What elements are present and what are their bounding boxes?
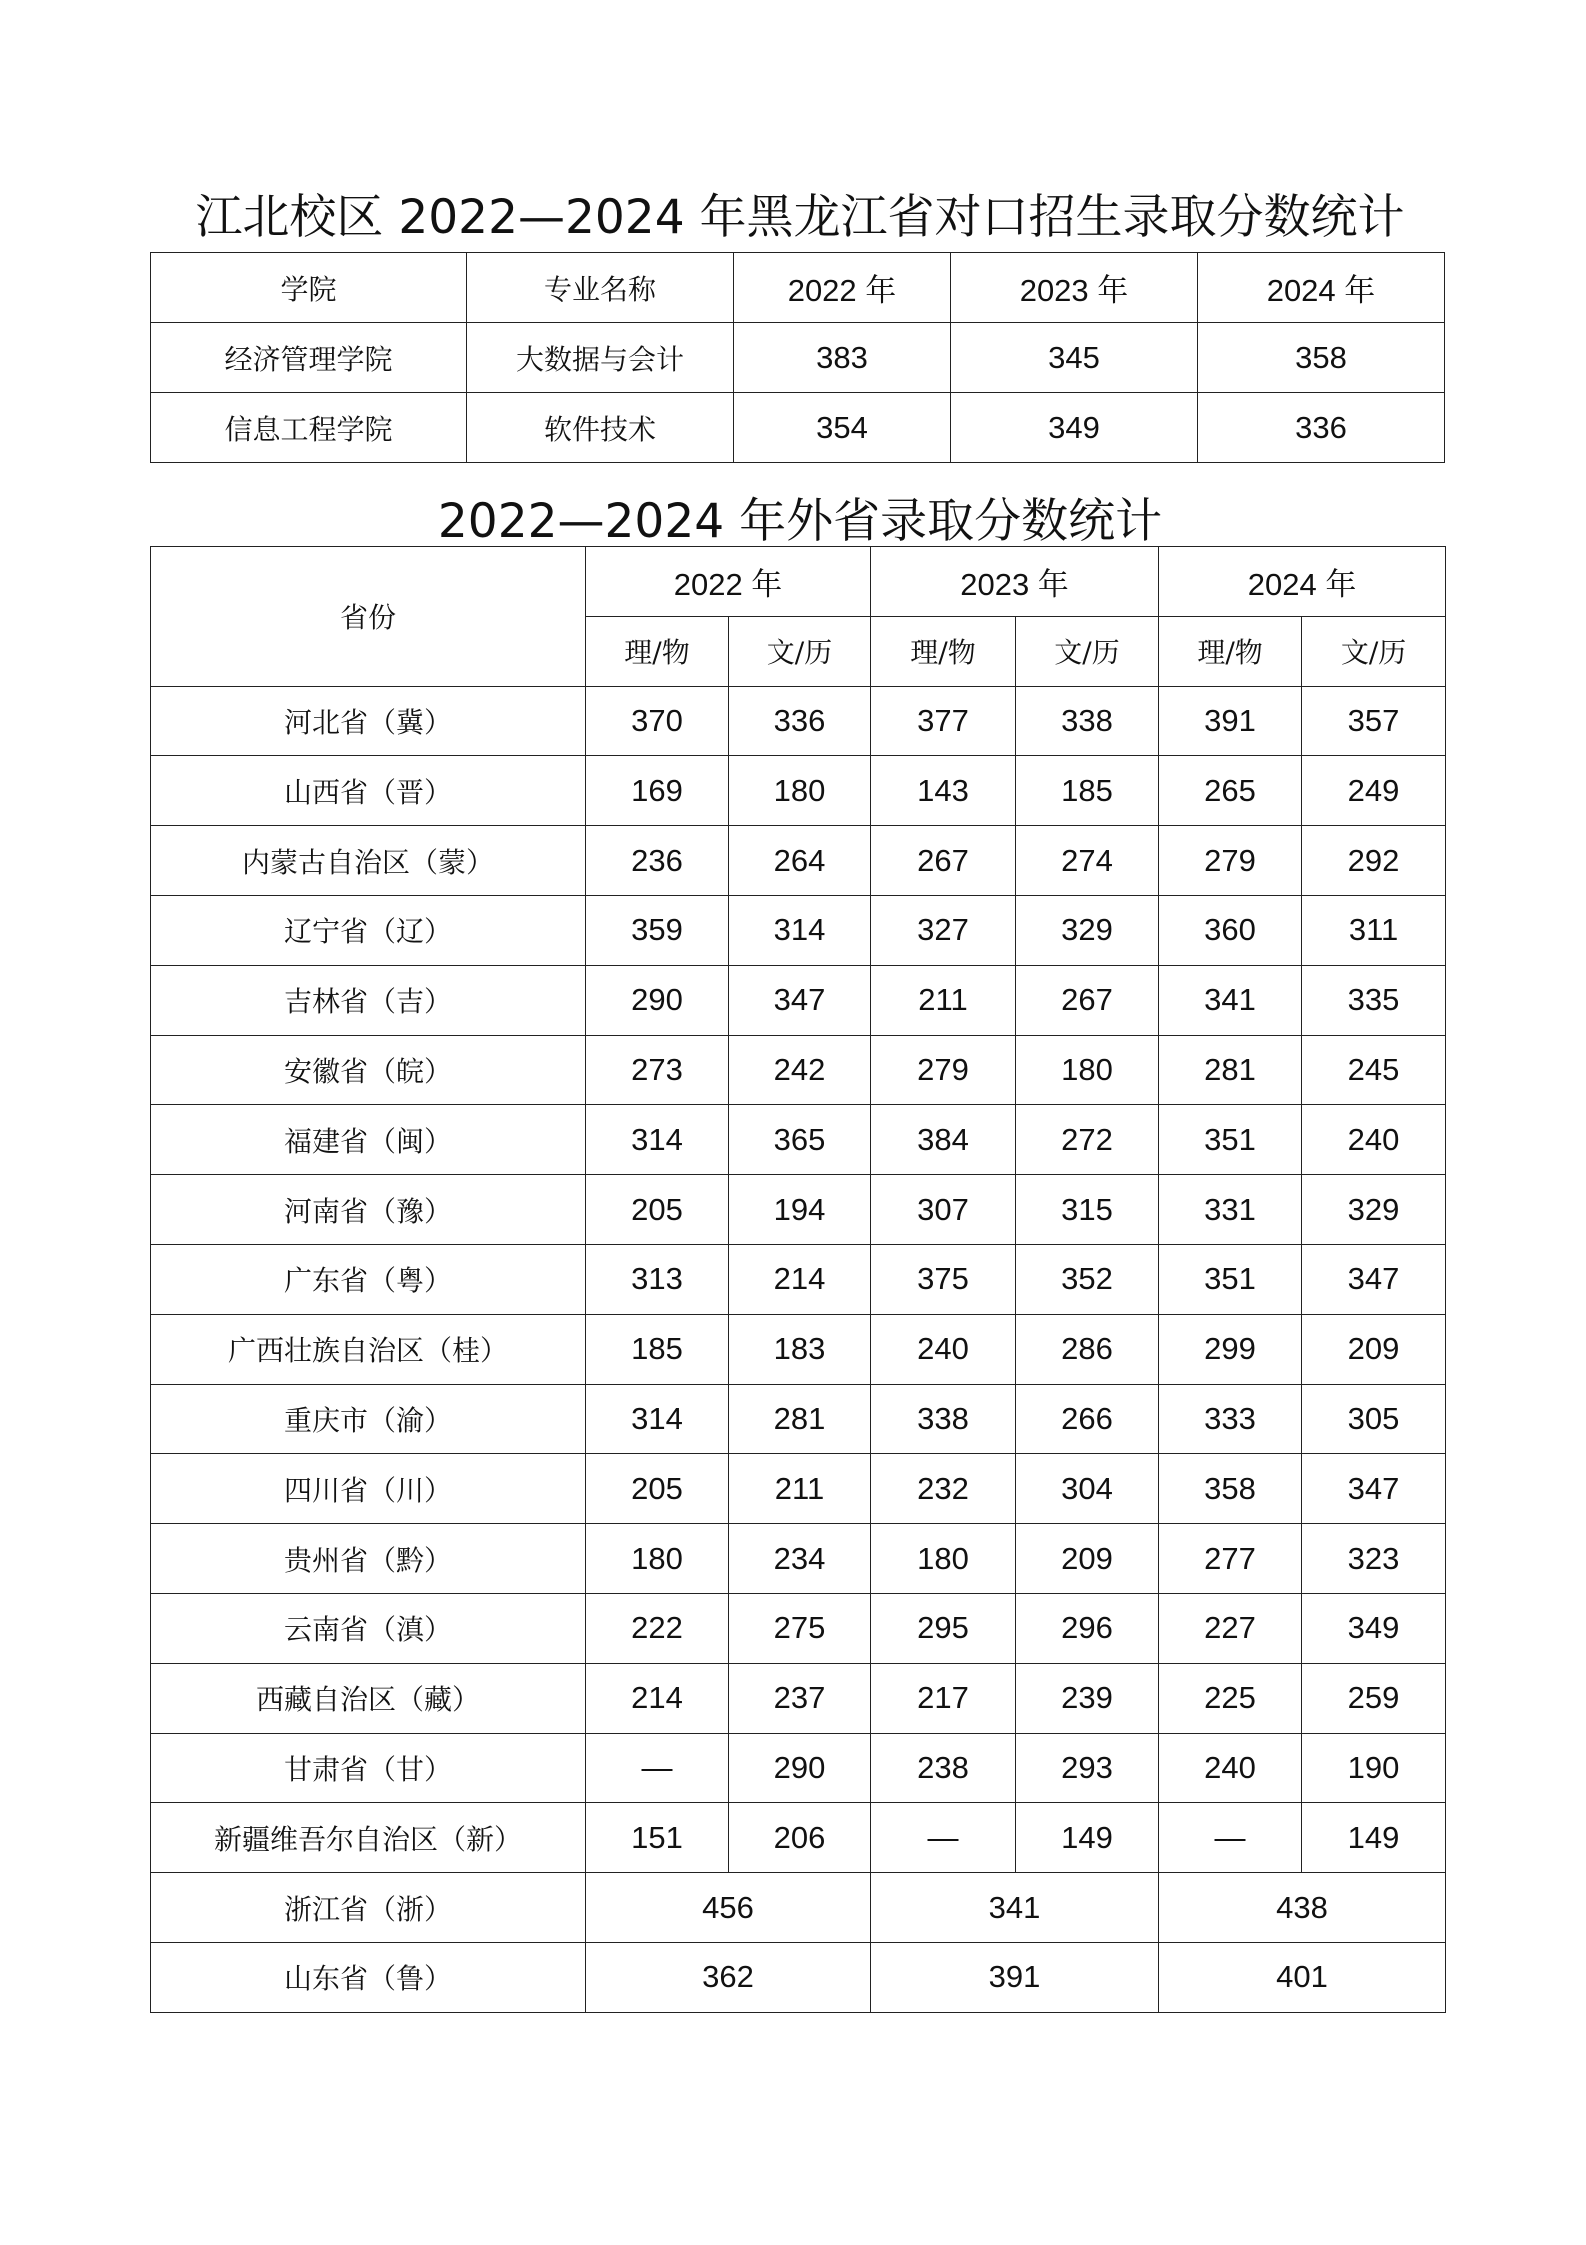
score-cell: 401 (1159, 1942, 1446, 2012)
table-row (151, 1733, 1446, 1803)
province-cell: 新疆维吾尔自治区（新） (151, 1803, 586, 1873)
score-cell: 209 (1016, 1524, 1159, 1594)
score-cell: 347 (1302, 1454, 1446, 1524)
score-cell: 211 (871, 965, 1016, 1035)
table-row (151, 1105, 1446, 1175)
score-cell: 314 (586, 1105, 729, 1175)
score-cell: 383 (734, 323, 951, 393)
subject-header: 文/历 (1302, 616, 1446, 686)
score-cell: 180 (586, 1524, 729, 1594)
score-cell: 265 (1159, 756, 1302, 826)
score-cell: 234 (729, 1524, 871, 1594)
score-cell: 238 (871, 1733, 1016, 1803)
score-cell: 211 (729, 1454, 871, 1524)
score-cell: 275 (729, 1593, 871, 1663)
score-cell: 338 (871, 1384, 1016, 1454)
score-cell: 183 (729, 1314, 871, 1384)
table-row (151, 1454, 1446, 1524)
score-cell: 314 (729, 895, 871, 965)
subject-header: 文/历 (1016, 616, 1159, 686)
score-cell: 341 (1159, 965, 1302, 1035)
score-cell: 225 (1159, 1663, 1302, 1733)
province-cell: 吉林省（吉） (151, 965, 586, 1035)
college-cell: 经济管理学院 (151, 323, 467, 393)
score-cell: 347 (729, 965, 871, 1035)
province-header: 省份 (151, 547, 586, 687)
score-cell: 333 (1159, 1384, 1302, 1454)
score-cell: 304 (1016, 1454, 1159, 1524)
table-row (151, 1873, 1446, 1943)
subject-header: 理/物 (1159, 616, 1302, 686)
score-cell: 245 (1302, 1035, 1446, 1105)
score-cell: 292 (1302, 826, 1446, 896)
table2-title: 2022—2024 年外省录取分数统计 (437, 494, 1163, 549)
province-cell: 安徽省（皖） (151, 1035, 586, 1105)
score-cell: 305 (1302, 1384, 1446, 1454)
score-cell: 329 (1302, 1175, 1446, 1245)
table1-title: 江北校区 2022—2024 年黑龙江省对口招生录取分数统计 (195, 190, 1405, 245)
subject-header: 理/物 (586, 616, 729, 686)
score-cell: 277 (1159, 1524, 1302, 1594)
province-cell: 贵州省（黔） (151, 1524, 586, 1594)
table-row (151, 1524, 1446, 1594)
score-cell: 267 (1016, 965, 1159, 1035)
score-cell: 311 (1302, 895, 1446, 965)
score-cell: 264 (729, 826, 871, 896)
score-cell: 209 (1302, 1314, 1446, 1384)
score-cell: 362 (586, 1942, 871, 2012)
score-cell: 149 (1302, 1803, 1446, 1873)
score-cell: 240 (1302, 1105, 1446, 1175)
score-cell: 151 (586, 1803, 729, 1873)
score-cell: 222 (586, 1593, 729, 1663)
score-cell: 307 (871, 1175, 1016, 1245)
score-cell: 272 (1016, 1105, 1159, 1175)
score-cell: 205 (586, 1175, 729, 1245)
score-cell: 360 (1159, 895, 1302, 965)
score-cell: 227 (1159, 1593, 1302, 1663)
subject-header: 文/历 (729, 616, 871, 686)
province-cell: 浙江省（浙） (151, 1873, 586, 1943)
score-cell: 391 (871, 1942, 1159, 2012)
score-cell: 240 (1159, 1733, 1302, 1803)
score-cell: 232 (871, 1454, 1016, 1524)
province-cell: 广西壮族自治区（桂） (151, 1314, 586, 1384)
table-row (151, 1035, 1446, 1105)
heilongjiang-admission-table (150, 252, 1445, 463)
province-cell: 辽宁省（辽） (151, 895, 586, 965)
score-cell: 185 (586, 1314, 729, 1384)
score-cell: 273 (586, 1035, 729, 1105)
table-row (151, 895, 1446, 965)
table-row (151, 686, 1446, 756)
score-cell: 239 (1016, 1663, 1159, 1733)
score-cell: 354 (734, 393, 951, 463)
table-row (151, 756, 1446, 826)
table-row (151, 965, 1446, 1035)
score-cell: 194 (729, 1175, 871, 1245)
score-cell: 313 (586, 1244, 729, 1314)
score-cell: 214 (586, 1663, 729, 1733)
score-cell: 351 (1159, 1244, 1302, 1314)
table-row (151, 1175, 1446, 1245)
score-cell: 180 (871, 1524, 1016, 1594)
year-header: 2023 年 (871, 547, 1159, 617)
column-header: 学院 (151, 253, 467, 323)
score-cell: 295 (871, 1593, 1016, 1663)
table-row (151, 1244, 1446, 1314)
score-cell: 296 (1016, 1593, 1159, 1663)
score-cell: 345 (951, 323, 1198, 393)
score-cell: 217 (871, 1663, 1016, 1733)
table-header-row (151, 253, 1445, 323)
province-cell: 甘肃省（甘） (151, 1733, 586, 1803)
province-cell: 广东省（粤） (151, 1244, 586, 1314)
column-header: 2023 年 (951, 253, 1198, 323)
other-provinces-admission-table (150, 546, 1446, 2013)
score-cell: 149 (1016, 1803, 1159, 1873)
column-header: 2022 年 (734, 253, 951, 323)
score-cell: 358 (1159, 1454, 1302, 1524)
score-cell: 456 (586, 1873, 871, 1943)
table-row (151, 1593, 1446, 1663)
score-cell: 347 (1302, 1244, 1446, 1314)
score-cell: 169 (586, 756, 729, 826)
score-cell: 370 (586, 686, 729, 756)
score-cell: 281 (1159, 1035, 1302, 1105)
score-cell: 341 (871, 1873, 1159, 1943)
column-header: 2024 年 (1198, 253, 1445, 323)
score-cell: 314 (586, 1384, 729, 1454)
score-cell: — (1159, 1803, 1302, 1873)
score-cell: 377 (871, 686, 1016, 756)
province-cell: 山东省（鲁） (151, 1942, 586, 2012)
score-cell: 336 (1198, 393, 1445, 463)
score-cell: 237 (729, 1663, 871, 1733)
score-cell: 352 (1016, 1244, 1159, 1314)
score-cell: 286 (1016, 1314, 1159, 1384)
score-cell: 365 (729, 1105, 871, 1175)
score-cell: 338 (1016, 686, 1159, 756)
score-cell: 335 (1302, 965, 1446, 1035)
score-cell: 266 (1016, 1384, 1159, 1454)
year-header: 2022 年 (586, 547, 871, 617)
score-cell: 205 (586, 1454, 729, 1524)
score-cell: — (871, 1803, 1016, 1873)
province-cell: 四川省（川） (151, 1454, 586, 1524)
table-header-row (151, 547, 1446, 617)
score-cell: 323 (1302, 1524, 1446, 1594)
score-cell: 438 (1159, 1873, 1446, 1943)
score-cell: — (586, 1733, 729, 1803)
score-cell: 336 (729, 686, 871, 756)
score-cell: 185 (1016, 756, 1159, 826)
score-cell: 359 (586, 895, 729, 965)
province-cell: 福建省（闽） (151, 1105, 586, 1175)
score-cell: 349 (1302, 1593, 1446, 1663)
table-row (151, 1384, 1446, 1454)
score-cell: 290 (729, 1733, 871, 1803)
score-cell: 299 (1159, 1314, 1302, 1384)
score-cell: 267 (871, 826, 1016, 896)
score-cell: 375 (871, 1244, 1016, 1314)
province-cell: 重庆市（渝） (151, 1384, 586, 1454)
score-cell: 242 (729, 1035, 871, 1105)
score-cell: 214 (729, 1244, 871, 1314)
column-header: 专业名称 (467, 253, 734, 323)
score-cell: 384 (871, 1105, 1016, 1175)
table-row (151, 1314, 1446, 1384)
score-cell: 279 (1159, 826, 1302, 896)
score-cell: 293 (1016, 1733, 1159, 1803)
province-cell: 河北省（冀） (151, 686, 586, 756)
score-cell: 259 (1302, 1663, 1446, 1733)
table-row (151, 323, 1445, 393)
score-cell: 180 (729, 756, 871, 826)
table-row (151, 1803, 1446, 1873)
score-cell: 351 (1159, 1105, 1302, 1175)
province-cell: 内蒙古自治区（蒙） (151, 826, 586, 896)
college-cell: 信息工程学院 (151, 393, 467, 463)
score-cell: 358 (1198, 323, 1445, 393)
table-row (151, 393, 1445, 463)
table-row (151, 1663, 1446, 1733)
score-cell: 190 (1302, 1733, 1446, 1803)
score-cell: 240 (871, 1314, 1016, 1384)
table-row (151, 826, 1446, 896)
score-cell: 274 (1016, 826, 1159, 896)
score-cell: 143 (871, 756, 1016, 826)
province-cell: 云南省（滇） (151, 1593, 586, 1663)
province-cell: 河南省（豫） (151, 1175, 586, 1245)
score-cell: 249 (1302, 756, 1446, 826)
subject-header: 理/物 (871, 616, 1016, 686)
score-cell: 290 (586, 965, 729, 1035)
score-cell: 236 (586, 826, 729, 896)
province-cell: 山西省（晋） (151, 756, 586, 826)
score-cell: 279 (871, 1035, 1016, 1105)
score-cell: 391 (1159, 686, 1302, 756)
score-cell: 206 (729, 1803, 871, 1873)
score-cell: 180 (1016, 1035, 1159, 1105)
major-cell: 软件技术 (467, 393, 734, 463)
score-cell: 357 (1302, 686, 1446, 756)
score-cell: 349 (951, 393, 1198, 463)
table-row (151, 1942, 1446, 2012)
score-cell: 327 (871, 895, 1016, 965)
score-cell: 281 (729, 1384, 871, 1454)
province-cell: 西藏自治区（藏） (151, 1663, 586, 1733)
score-cell: 331 (1159, 1175, 1302, 1245)
score-cell: 329 (1016, 895, 1159, 965)
major-cell: 大数据与会计 (467, 323, 734, 393)
score-cell: 315 (1016, 1175, 1159, 1245)
year-header: 2024 年 (1159, 547, 1446, 617)
